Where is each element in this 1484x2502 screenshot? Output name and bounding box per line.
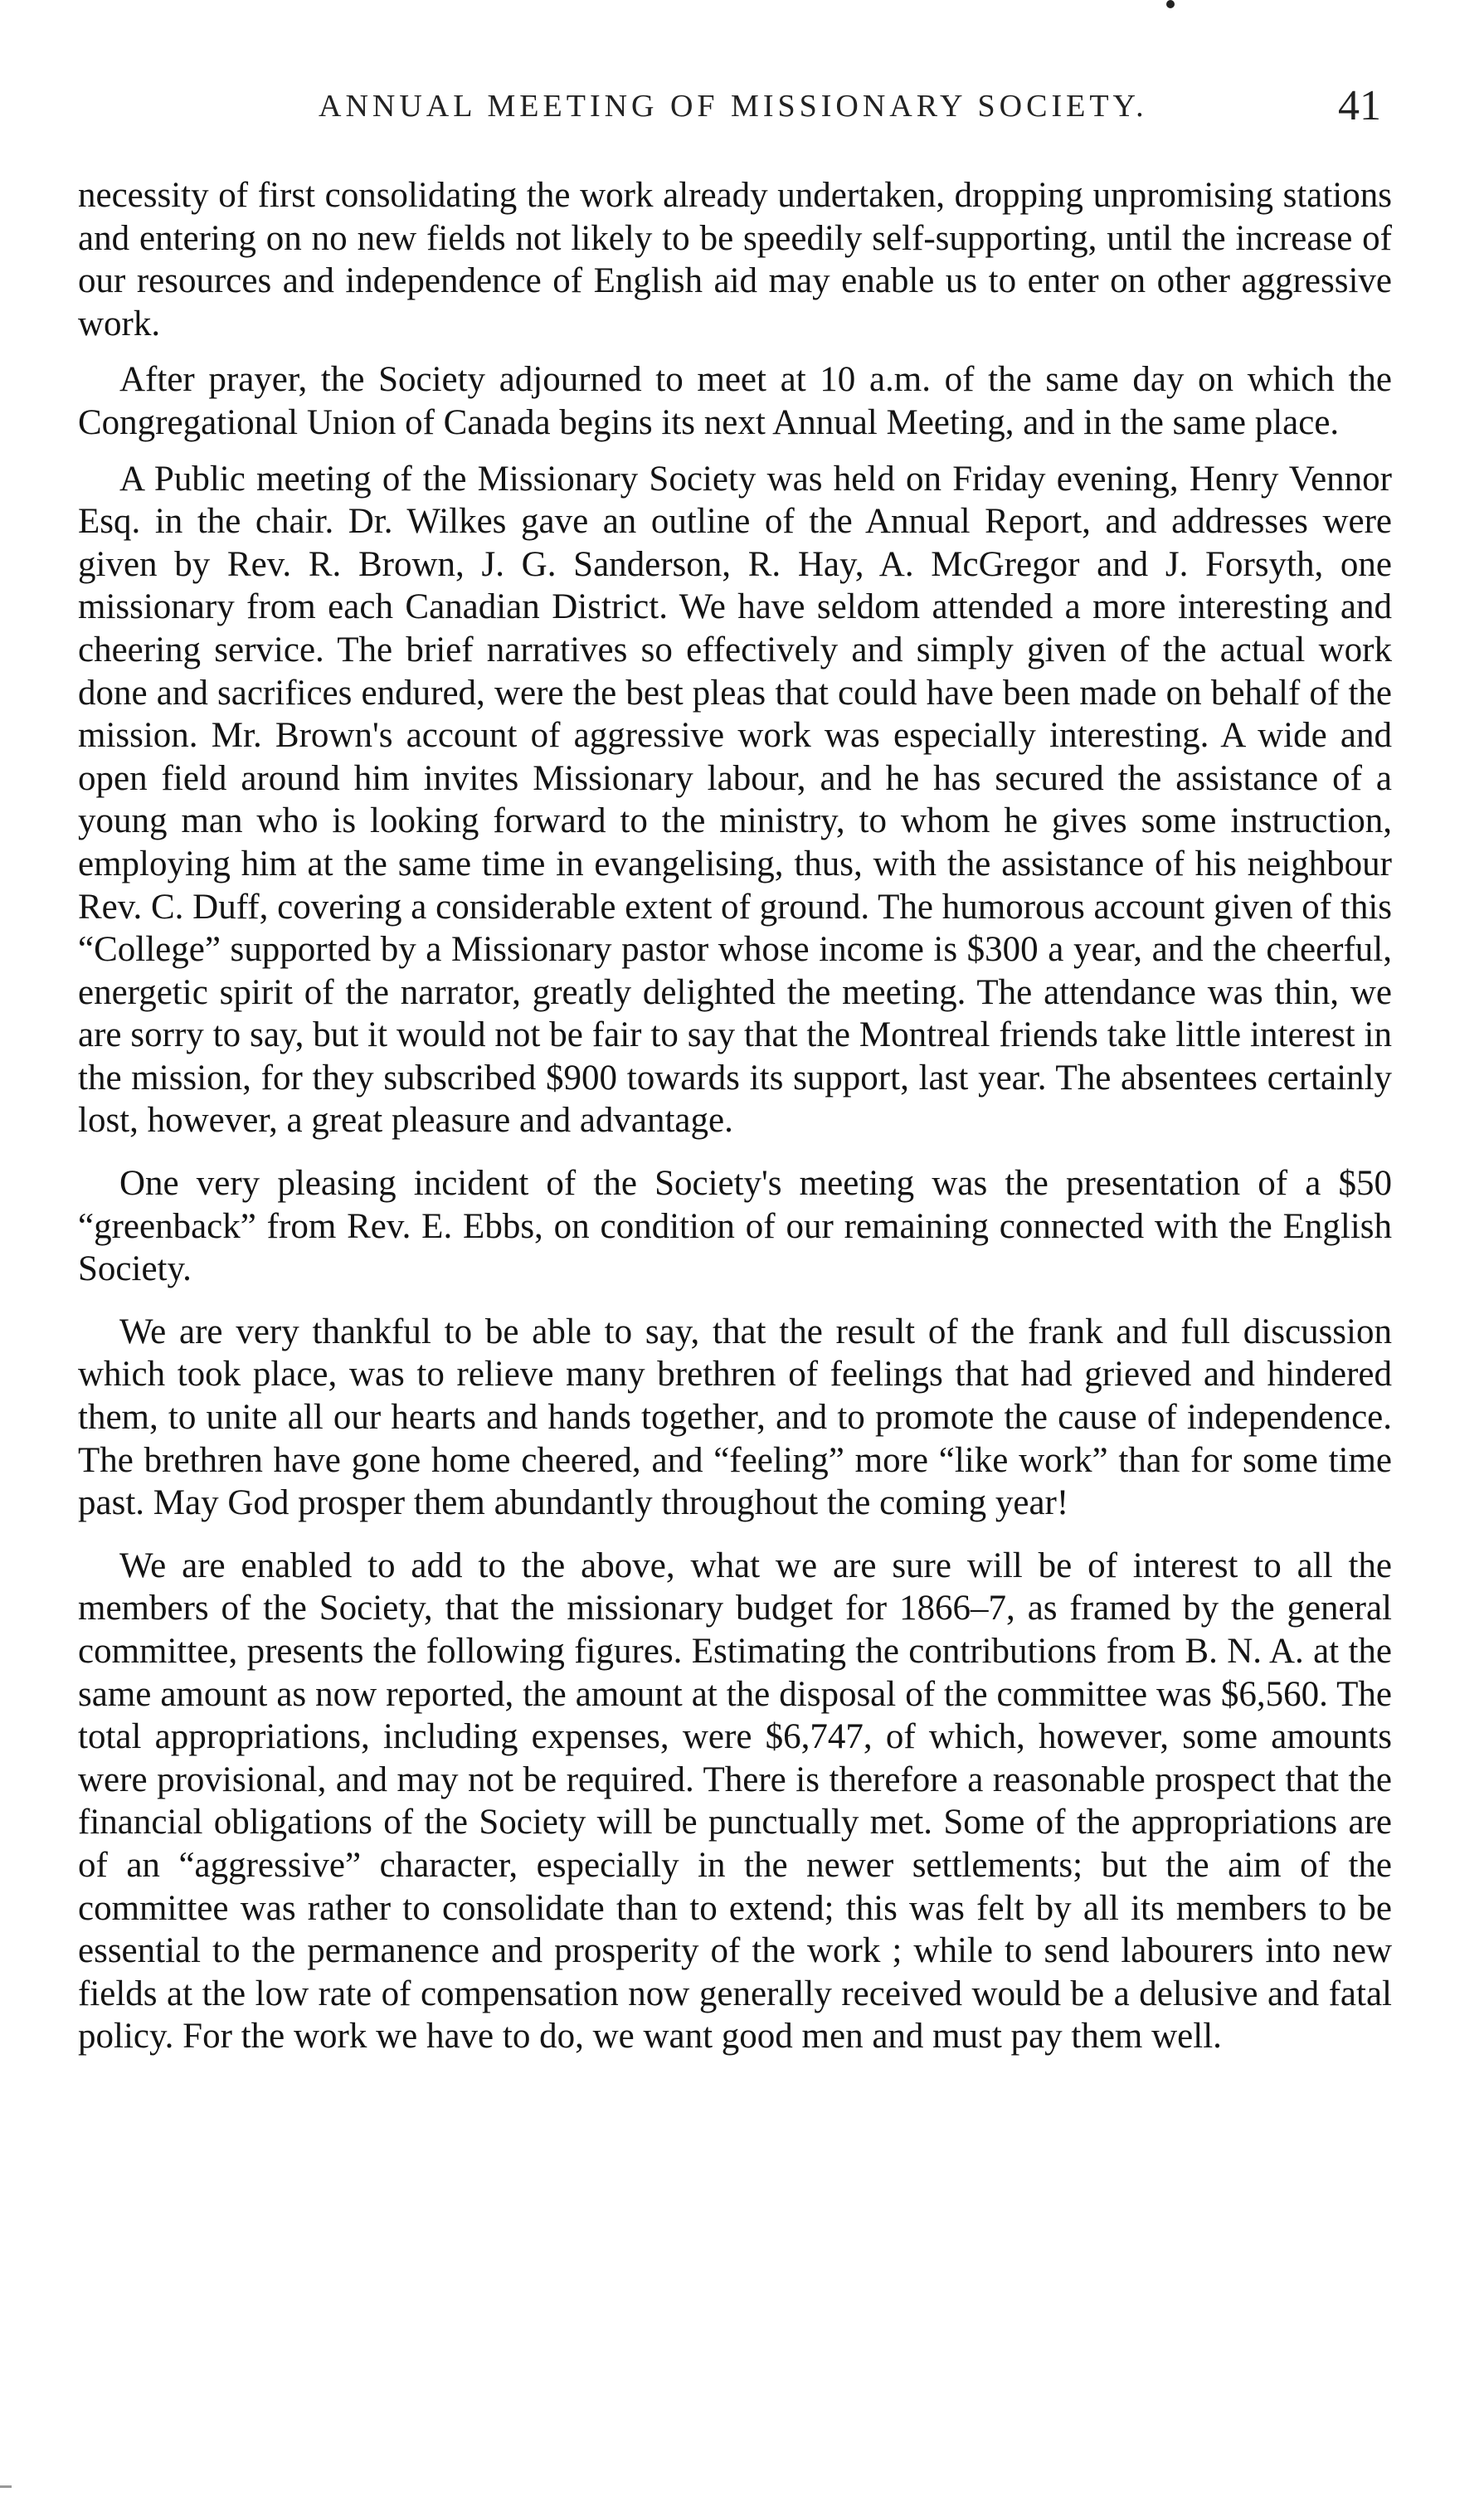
page-header — [78, 81, 1381, 131]
running-title: ANNUAL MEETING OF MISSIONARY SOCIETY. — [319, 89, 1148, 124]
paragraph-public-meeting: A Public meeting of the Missionary Society was held on Friday evening, Henry Vennor Esq. in the chair. Dr. Wilkes gave an outline of the Annual Report, and addresses were given by Rev. R. Brown, J. G. Sanderson, R. Hay, A. McGregor and J. Forsyth, one missionary from each Canadian District. We have seldom attended a more interesting and cheering service. The brief narratives so effectively and simply given of the actual work done and sacrifices endured, were the best pleas that could have been made on behalf of the mission. Mr. Brown's account of aggressive work was especially interesting. A wide and open field around him invites Missionary labour, and he has secured the assistance of a young man who is looking forward to the ministry, to whom he gives some instruction, employing him at the same time in evangelising, thus, with the assistance of his neighbour Rev. C. Duff, covering a considerable extent of ground. The humorous account given of this “College” supported by a Missionary pastor whose income is $300 a year, and the cheerful, energetic spirit of the narrator, greatly delighted the meeting. The attendance was thin, we are sorry to say, but it would not be fair to say that the Montreal friends take little interest in the mission, for they subscribed $900 towards its support, last year. The absentees certainly lost, however, a great pleasure and advantage. — [78, 459, 1392, 1141]
paragraph-thankful: We are very thankful to be able to say, that the result of the frank and full discussion which took place, was to relieve many brethren of feelings that had grieved and hindered them, to unite all our hearts and hands together, and to promote the cause of independence. The brethren have gone home cheered, and “feeling” more “like work” than for some time past. May God prosper them abundantly throughout the coming year! — [78, 1312, 1392, 1523]
paragraph-budget: We are enabled to add to the above, what we are sure will be of interest to all the members of the Society, that the missionary budget for 1866–7, as framed by the general committee, presents the following figures. Estimating the contributions from B. N. A. at the same amount as now reported, the amount at the disposal of the committee was $6,560. The total appropriations, including expenses, were $6,747, of which, however, some amounts were provisional, and may not be required. There is therefore a reasonable prospect that the financial obligations of the Society will be punctually met. Some of the appropriations are of an “aggressive” character, especially in the newer settlements; but the aim of the committee was rather to consolidate than to extend; this was felt by all its members to be essential to the permanence and prosperity of the work ; while to send labourers into new fields at the low rate of compensation now generally received would be a delusive and fatal policy. For the work we have to do, we want good men and must pay them well. — [78, 1545, 1392, 2057]
scan-edge-mark — [0, 2485, 12, 2488]
page-number: 41 — [1338, 82, 1381, 129]
body-text — [78, 174, 1392, 2071]
paragraph-continuation: necessity of first consolidating the work already undertaken, dropping unpromising stations and entering on no new fields not likely to be speedily self-supporting, until the increase of our resources and independence of English aid may enable us to enter on other aggressive work. — [78, 176, 1392, 343]
paragraph-greenback: One very pleasing incident of the Society's meeting was the presentation of a $50 “greenback” from Rev. E. Ebbs, on condition of our remaining connected with the English Society. — [78, 1164, 1392, 1289]
ink-dot — [1166, 0, 1175, 8]
paragraph-adjournment: After prayer, the Society adjourned to meet at 10 a.m. of the same day on which the Congregational Union of Canada begins its next Annual Meeting, and in the same place. — [78, 360, 1392, 442]
